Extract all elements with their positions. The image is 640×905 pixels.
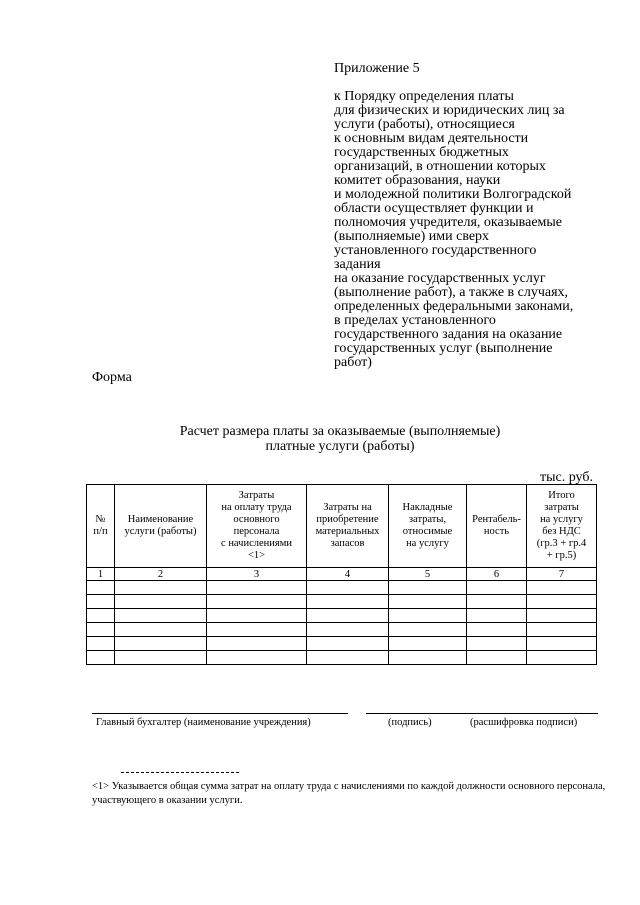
appendix-line: работ)	[334, 355, 372, 370]
appendix-line: государственного задания на оказание	[334, 327, 563, 342]
table-cell[interactable]	[467, 651, 527, 665]
appendix-title: Приложение 5	[334, 61, 420, 76]
calculation-title-line-1: Расчет размера платы за оказываемые (выполняемые)	[179, 424, 501, 439]
table-cell[interactable]	[389, 623, 467, 637]
table-cell[interactable]	[389, 651, 467, 665]
table-cell[interactable]	[87, 595, 115, 609]
table-cell[interactable]	[527, 595, 597, 609]
appendix-line: к основным видам деятельности	[334, 131, 529, 146]
appendix-line: области осуществляет функции и	[334, 201, 534, 216]
column-number: 1	[87, 568, 115, 581]
table-cell[interactable]	[389, 581, 467, 595]
table-row	[87, 651, 597, 665]
column-number: 6	[467, 568, 527, 581]
appendix-line: на оказание государственных услуг	[334, 271, 546, 286]
appendix-line: установленного государственного	[334, 243, 537, 258]
column-header: Накладные затраты, относимые на услугу	[389, 485, 467, 568]
table-cell[interactable]	[307, 623, 389, 637]
table-cell[interactable]	[87, 609, 115, 623]
table-cell[interactable]	[87, 581, 115, 595]
table-cell[interactable]	[467, 623, 527, 637]
table-header-row	[87, 485, 597, 568]
footnote: <1> Указывается общая сумма затрат на оплату труда с начислениями по каждой должности основного персонала, участвующего в оказании услуги.	[92, 781, 606, 806]
column-number: 4	[307, 568, 389, 581]
appendix-line: к Порядку определения платы	[334, 89, 514, 104]
signature-middle-label: (подпись)	[388, 717, 432, 728]
table-row	[87, 637, 597, 651]
column-numbers-row	[87, 568, 597, 581]
table-cell[interactable]	[207, 581, 307, 595]
table-cell[interactable]	[115, 637, 207, 651]
table-body	[87, 568, 597, 665]
table-row	[87, 595, 597, 609]
table-cell[interactable]	[307, 609, 389, 623]
table-cell[interactable]	[307, 637, 389, 651]
table-cell[interactable]	[115, 609, 207, 623]
appendix-line: полномочия учредителя, оказываемые	[334, 215, 563, 230]
column-header: Рентабель- ность	[467, 485, 527, 568]
appendix-line: государственных бюджетных	[334, 145, 509, 160]
calculation-title-line-2: платные услуги (работы)	[265, 439, 415, 454]
table-cell[interactable]	[389, 609, 467, 623]
signature-line-position	[92, 713, 348, 714]
table-cell[interactable]	[389, 595, 467, 609]
table-cell[interactable]	[207, 637, 307, 651]
units-label: тыс. руб.	[540, 470, 593, 485]
appendix-line: комитет образования, науки	[334, 173, 501, 188]
table-row	[87, 623, 597, 637]
calculation-table	[86, 484, 597, 665]
calculation-title	[150, 424, 530, 454]
table-cell[interactable]	[207, 609, 307, 623]
table-cell[interactable]	[307, 581, 389, 595]
table-cell[interactable]	[467, 595, 527, 609]
table-row	[87, 609, 597, 623]
table-cell[interactable]	[87, 637, 115, 651]
column-header: Затраты на оплату труда основного персонала с начислениями <1>	[207, 485, 307, 568]
table-cell[interactable]	[467, 581, 527, 595]
signature-line-signature	[366, 713, 598, 714]
appendix-line: услуги (работы), относящиеся	[334, 117, 515, 132]
signature-right-label: (расшифровка подписи)	[470, 717, 578, 728]
appendix-line: (выполнение работ), а также в случаях,	[334, 285, 569, 300]
table-cell[interactable]	[115, 651, 207, 665]
column-header: Наименование услуги (работы)	[115, 485, 207, 568]
table-cell[interactable]	[527, 623, 597, 637]
footnote-separator	[121, 772, 239, 773]
table-cell[interactable]	[87, 623, 115, 637]
signature-left-label: Главный бухгалтер (наименование учреждения)	[96, 717, 311, 728]
table-cell[interactable]	[467, 637, 527, 651]
appendix-block	[334, 62, 604, 370]
table-cell[interactable]	[527, 609, 597, 623]
table-cell[interactable]	[207, 651, 307, 665]
appendix-line: для физических и юридических лиц за	[334, 103, 565, 118]
table-cell[interactable]	[307, 595, 389, 609]
table-cell[interactable]	[115, 581, 207, 595]
appendix-line: в пределах установленного	[334, 313, 496, 328]
column-header: Итого затраты на услугу без НДС (гр.3 + гр.4 + гр.5)	[527, 485, 597, 568]
appendix-line: организаций, в отношении которых	[334, 159, 546, 174]
appendix-line: задания	[334, 257, 381, 272]
form-label: Форма	[92, 370, 132, 385]
table-cell[interactable]	[307, 651, 389, 665]
appendix-line: и молодежной политики Волгоградской	[334, 187, 572, 202]
column-number: 7	[527, 568, 597, 581]
table-cell[interactable]	[207, 623, 307, 637]
table-cell[interactable]	[527, 637, 597, 651]
table-cell[interactable]	[527, 581, 597, 595]
table-cell[interactable]	[115, 623, 207, 637]
column-header: № п/п	[87, 485, 115, 568]
appendix-line: определенных федеральными законами,	[334, 299, 574, 314]
table-cell[interactable]	[527, 651, 597, 665]
appendix-text	[334, 90, 604, 370]
column-number: 5	[389, 568, 467, 581]
table-cell[interactable]	[115, 595, 207, 609]
table-cell[interactable]	[389, 637, 467, 651]
column-header: Затраты на приобретение материальных запасов	[307, 485, 389, 568]
table-cell[interactable]	[467, 609, 527, 623]
table-cell[interactable]	[207, 595, 307, 609]
column-number: 2	[115, 568, 207, 581]
table-cell[interactable]	[87, 651, 115, 665]
appendix-line: (выполняемые) ими сверх	[334, 229, 490, 244]
column-number: 3	[207, 568, 307, 581]
table-row	[87, 581, 597, 595]
appendix-line: государственных услуг (выполнение	[334, 341, 553, 356]
